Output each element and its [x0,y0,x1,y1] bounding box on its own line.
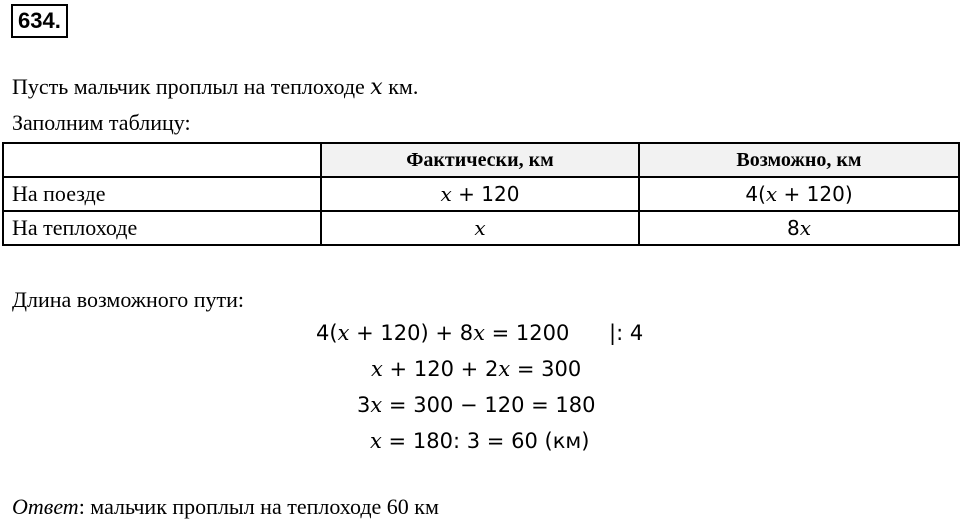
table-cell-possible: 8x [639,211,959,245]
table-header-possible: Возможно, км [639,143,959,177]
table-row-label: На теплоходе [3,211,321,245]
table-header-corner [3,143,321,177]
table-cell-actual: x [321,211,639,245]
table-header-row [3,143,959,177]
answer-label: Ответ [12,494,79,519]
problem-number: 634. [11,4,68,38]
table-cell-actual: x + 120 [321,177,639,211]
intro-text-after: км. [382,74,419,99]
intro-line-2: Заполним таблицу: [12,110,191,135]
table-cell-possible: 4(x + 120) [639,177,959,211]
equation-line: 3x = 300 − 120 = 180 [357,393,596,417]
equation-line: x = 180: 3 = 60 (км) [370,429,590,453]
intro-variable: x [370,75,383,100]
answer-line [12,494,439,520]
table-row [3,177,959,211]
solution-heading: Длина возможного пути: [12,287,245,312]
table-row [3,211,959,245]
intro-line-1 [12,74,418,101]
table-header-actual: Фактически, км [321,143,639,177]
answer-text: : мальчик проплыл на теплоходе 60 км [78,494,439,519]
divide-note: |: 4 [609,321,644,345]
equation-line: x + 120 + 2x = 300 [371,357,582,381]
intro-text-before: Пусть мальчик проплыл на теплоходе [12,74,371,99]
data-table [2,142,960,246]
table-row-label: На поезде [3,177,321,211]
equation-line: 4(x + 120) + 8x = 1200 [316,321,570,345]
